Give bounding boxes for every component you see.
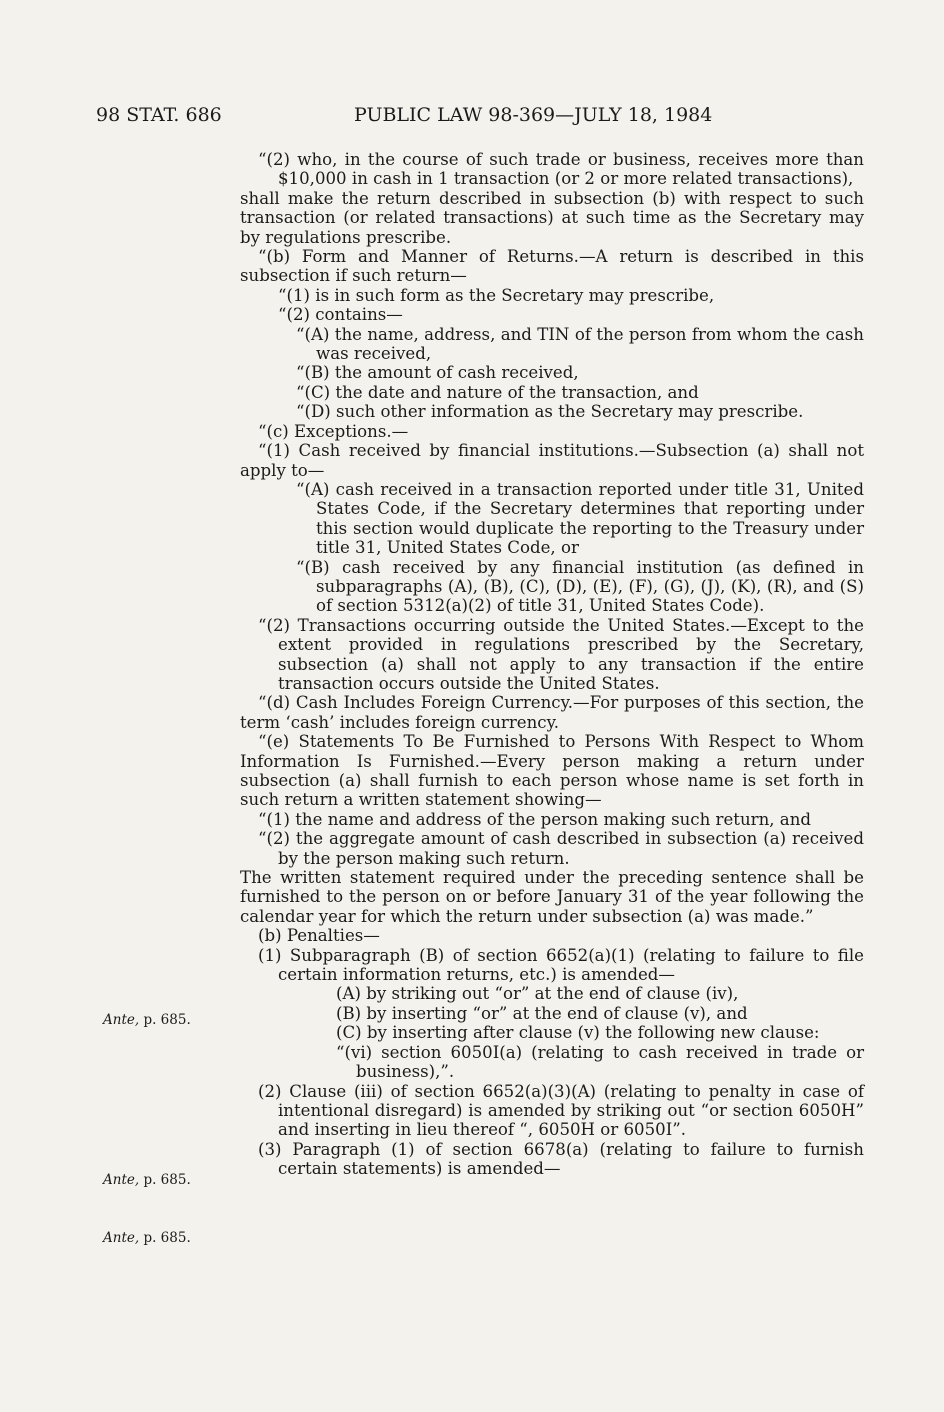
paragraph: “(1) Cash received by financial institutions.—Subsection (a) shall not apply to—	[240, 441, 864, 480]
paragraph: “(1) the name and address of the person making such return, and	[258, 809, 812, 829]
paragraph: (A) by striking out “or” at the end of clause (iv),	[336, 984, 739, 1004]
paragraph: (B) by inserting “or” at the end of clause (v), and	[336, 1003, 748, 1023]
subsection-heading: “(b) Form and Manner of Returns.—A return is described in this subsection if such return—	[240, 247, 864, 286]
margin-note-ref: p. 685.	[139, 1172, 191, 1188]
paragraph: “(D) such other information as the Secretary may prescribe.	[296, 402, 804, 422]
subsection-heading: (b) Penalties—	[258, 926, 380, 946]
paragraph: (2) Clause (iii) of section 6652(a)(3)(A) (relating to penalty in case of intentional disregard) is amended by striking out “or section 6050H” and inserting in lieu thereof “, 6050H or 6050I”.	[258, 1081, 864, 1140]
page-header	[96, 104, 856, 134]
paragraph: “(1) is in such form as the Secretary may prescribe,	[278, 285, 715, 305]
margin-note-italic: Ante,	[103, 1172, 140, 1188]
paragraph: (3) Paragraph (1) of section 6678(a) (relating to failure to furnish certain statements) is amended—	[258, 1139, 864, 1179]
margin-note-3	[103, 1230, 191, 1246]
margin-note-ref: p. 685.	[139, 1230, 191, 1246]
paragraph: shall make the return described in subsection (b) with respect to such transaction (or related transactions) at such time as the Secretary may by regulations prescribe.	[240, 188, 864, 247]
margin-note-italic: Ante,	[103, 1230, 140, 1246]
paragraph: “(2) who, in the course of such trade or business, receives more than $10,000 in cash in 1 transaction (or 2 or more related transactions),	[258, 150, 864, 189]
margin-note-italic: Ante,	[103, 1012, 140, 1028]
paragraph: “(A) the name, address, and TIN of the person from whom the cash was received,	[296, 324, 864, 364]
paragraph: “(B) the amount of cash received,	[296, 363, 579, 383]
margin-note-2	[103, 1172, 191, 1188]
subsection-heading: “(d) Cash Includes Foreign Currency.—For purposes of this section, the term ‘cash’ includes foreign currency.	[240, 693, 864, 732]
paragraph: “(2) Transactions occurring outside the United States.—Except to the extent provided in regulations prescribed by the Secretary, subsection (a) shall not apply to any transaction if the entire transaction occurs outside the United States.	[258, 615, 864, 693]
paragraph: “(vi) section 6050I(a) (relating to cash received in trade or business),”.	[336, 1042, 864, 1082]
paragraph: (1) Subparagraph (B) of section 6652(a)(1) (relating to failure to file certain information returns, etc.) is amended—	[258, 945, 864, 985]
running-head: PUBLIC LAW 98-369—JULY 18, 1984	[354, 104, 713, 126]
paragraph: “(B) cash received by any financial institution (as defined in subparagraphs (A), (B), (C), (D), (E), (F), (G), (J), (K), (R), and (S) of section 5312(a)(2) of title 31, United States Code).	[296, 557, 864, 616]
margin-note-1	[103, 1012, 191, 1028]
margin-note-ref: p. 685.	[139, 1012, 191, 1028]
paragraph: “(C) the date and nature of the transaction, and	[296, 382, 699, 402]
subsection-heading: “(c) Exceptions.—	[258, 421, 409, 441]
paragraph: “(A) cash received in a transaction reported under title 31, United States Code, if the Secretary determines that reporting under this section would duplicate the reporting to the Treasury under title 31, United States Code, or	[296, 479, 864, 558]
paragraph: “(2) the aggregate amount of cash described in subsection (a) received by the person making such return.	[258, 829, 864, 868]
paragraph: The written statement required under the preceding sentence shall be furnished to the person on or before January 31 of the year following the calendar year for which the return under subsection (a) was made.”	[240, 868, 864, 926]
folio: 98 STAT. 686	[96, 104, 222, 126]
subsection-heading: “(e) Statements To Be Furnished to Persons With Respect to Whom Information Is Furnished.—Every person making a return under subsection (a) shall furnish to each person whose name is set forth in such return a written statement showing—	[240, 732, 864, 810]
statute-body	[240, 150, 864, 1179]
paragraph: (C) by inserting after clause (v) the following new clause:	[336, 1023, 820, 1043]
paragraph: “(2) contains—	[278, 305, 403, 325]
